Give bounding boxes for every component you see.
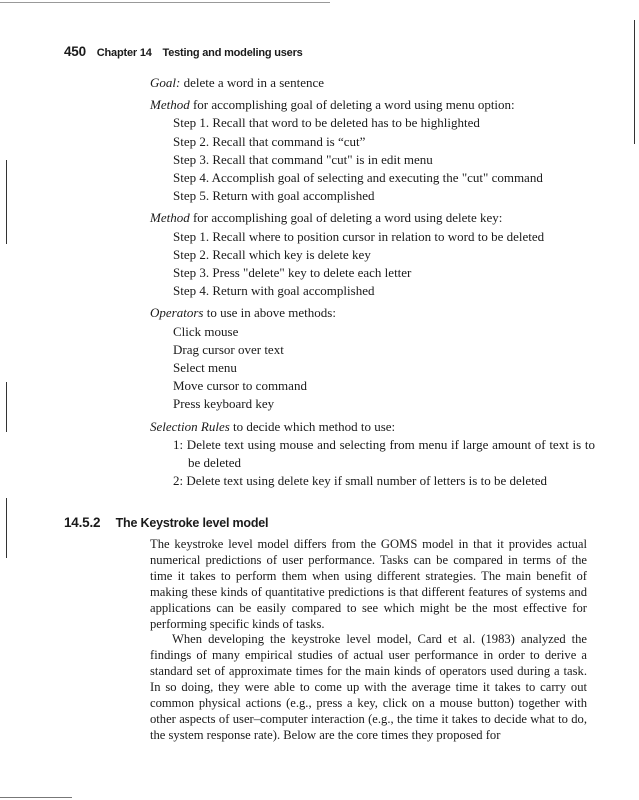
left-margin-mark-1: [6, 160, 7, 244]
method2-step: Step 2. Recall which key is delete key: [173, 246, 371, 262]
goms-example: [150, 74, 595, 490]
chapter-label: Chapter 14: [96, 47, 152, 59]
selection-rules-heading: Selection Rules to decide which method to use:: [150, 418, 396, 434]
method1-step: Step 3. Recall that command "cut" is in edit menu: [173, 151, 433, 167]
section-title: The Keystroke level model: [115, 516, 269, 530]
operator-item: Press keyboard key: [173, 396, 275, 412]
goal-line: Goal: delete a word in a sentence: [150, 75, 324, 90]
left-margin-mark-3: [6, 498, 7, 558]
chapter-title: Testing and modeling users: [162, 47, 303, 59]
paragraph: The keystroke level model differs from the GOMS model in that it provides actual numerical predictions of user performance. Tasks can be compared in terms of the time it takes to perform them when using different strategies. The main benefit of making these kinds of quantitative predictions is that different features of systems and applications can be easily compared to see which might be the most effective for performing specific kinds of tasks.: [150, 537, 587, 631]
selection-rule: 2: Delete text using delete key if small number of letters is to be deleted: [173, 473, 547, 489]
method1-step: Step 5. Return with goal accomplished: [173, 188, 375, 204]
body-text: [150, 537, 587, 744]
method2-step: Step 3. Press "delete" key to delete each letter: [173, 265, 412, 281]
section-number: 14.5.2: [64, 515, 101, 530]
method1-heading: Method for accomplishing goal of deleting a word using menu option:: [150, 97, 515, 113]
selection-rule: 1: Delete text using mouse and selecting from menu if large amount of text is to be deleted: [173, 436, 595, 471]
section-heading: [64, 515, 268, 530]
method1-step: Step 2. Recall that command is “cut”: [173, 133, 366, 149]
method2-step: Step 1. Recall where to position cursor in relation to word to be deleted: [173, 228, 545, 244]
running-header: [64, 44, 303, 59]
left-margin-mark-2: [6, 382, 7, 432]
top-rule: [0, 2, 330, 3]
bottom-rule: [0, 797, 72, 798]
operator-item: Select menu: [173, 360, 237, 376]
method2-step: Step 4. Return with goal accomplished: [173, 283, 375, 299]
method2-heading: Method for accomplishing goal of deleting a word using delete key:: [150, 210, 503, 226]
operator-item: Drag cursor over text: [173, 341, 284, 357]
operator-item: Click mouse: [173, 323, 239, 339]
method1-step: Step 1. Recall that word to be deleted has to be highlighted: [173, 115, 480, 131]
page-number: 450: [64, 44, 86, 59]
operator-item: Move cursor to command: [173, 378, 307, 394]
method1-step: Step 4. Accomplish goal of selecting and executing the "cut" command: [173, 170, 543, 186]
paragraph: When developing the keystroke level model, Card et al. (1983) analyzed the findings of many empirical studies of actual user performance in order to derive a standard set of approximate times for the main kinds of operators used during a task. In so doing, they were able to come up with the average time it takes to carry out common physical actions (e.g., press a key, click on a mouse button) together with other aspects of user–computer interaction (e.g., the time it takes to decide what to do, the system response rate). Below are the core times they proposed for: [150, 632, 587, 742]
operators-heading: Operators to use in above methods:: [150, 305, 336, 321]
right-margin-mark: [634, 20, 635, 144]
